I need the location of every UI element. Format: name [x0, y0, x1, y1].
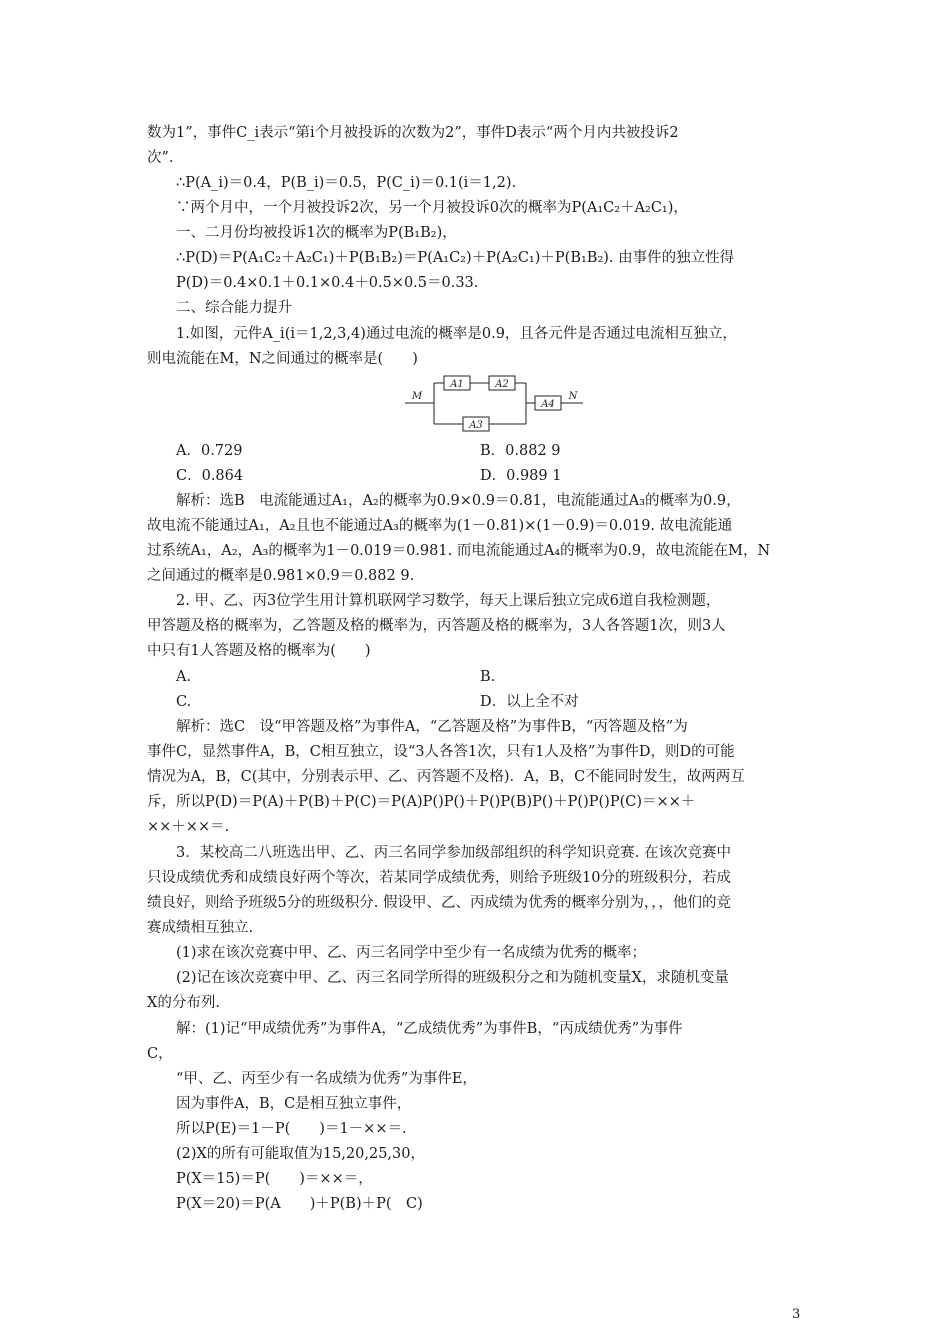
text-line: ∴P(D)＝P(A₁C₂＋A₂C₁)＋P(B₁B₂)＝P(A₁C₂)＋P(A₂C₁)＋P(B₁B₂). 由事件的独立性得: [176, 250, 735, 266]
question-1-text: 1.如图，元件A_i(i＝1,2,3,4)通过电流的概率是0.9，且各元件是否通过电流相互独立，: [176, 326, 737, 342]
question-3-text: 3．某校高二八班选出甲、乙、丙三名同学参加级部组织的科学知识竞赛. 在该次竞赛中: [176, 845, 731, 861]
solution-line: ××＋××＝.: [147, 819, 230, 835]
option-a: A．0.729: [176, 443, 243, 459]
option-c: C.: [176, 694, 192, 710]
circuit-label-m: M: [411, 391, 423, 402]
question-3-part-2: (2)记在该次竞赛中甲、乙、丙三名同学所得的班级积分之和为随机变量X，求随机变量: [176, 970, 729, 986]
option-d: D．以上全不对: [480, 694, 579, 710]
answer-line: (2)X的所有可能取值为15,20,25,30，: [176, 1146, 425, 1162]
answer-line: 因为事件A，B，C是相互独立事件，: [176, 1096, 412, 1112]
question-3-part-1: (1)求在该次竞赛中甲、乙、丙三名同学中至少有一名成绩为优秀的概率；: [176, 945, 647, 961]
question-3-text: 绩良好，则给予班级5分的班级积分. 假设甲、乙、丙成绩为优秀的概率分别为，，，他们的竞: [147, 895, 731, 911]
page-number: 3: [792, 1307, 801, 1322]
text-line: 数为1”，事件C_i表示“第i个月被投诉的次数为2”，事件D表示“两个月内共被投诉2: [147, 125, 679, 141]
element-a2: A2: [495, 379, 509, 390]
question-1-text: 则电流能在M，N之间通过的概率是( ): [147, 351, 418, 367]
solution-line: 过系统A₁，A₂，A₃的概率为1－0.019＝0.981. 而电流能通过A₄的概率为0.9，故电流能在M，N: [147, 543, 771, 559]
text-line: ∵两个月中，一个月被投诉2次，另一个月被投诉0次的概率为P(A₁C₂＋A₂C₁)，: [176, 200, 688, 216]
question-2-text: 2. 甲、乙、丙3位学生用计算机联网学习数学，每天上课后独立完成6道自我检测题，: [176, 593, 721, 609]
answer-line: C，: [147, 1046, 173, 1062]
solution-line: 之间通过的概率是0.981×0.9＝0.882 9.: [147, 568, 415, 584]
question-3-text: 只设成绩优秀和成绩良好两个等次，若某同学成绩优秀，则给予班级10分的班级积分，若成: [147, 870, 731, 886]
answer-line: P(X＝20)＝P(A )＋P(B)＋P( C): [176, 1196, 423, 1212]
question-3-part-2: X的分布列.: [147, 995, 220, 1011]
element-a4: A4: [541, 399, 555, 410]
solution-line: 解析：选C 设“甲答题及格”为事件A，“乙答题及格”为事件B，“丙答题及格”为: [176, 719, 688, 735]
answer-line: 所以P(E)＝1－P( )＝1－××＝.: [176, 1121, 407, 1137]
answer-line: “甲、乙、丙至少有一名成绩为优秀”为事件E，: [176, 1071, 477, 1087]
solution-line: 情况为A，B，C(其中，分别表示甲、乙、丙答题不及格)．A，B，C不能同时发生，故两两互: [147, 769, 745, 785]
element-a1: A1: [450, 379, 464, 390]
element-a3: A3: [469, 420, 483, 431]
circuit-label-n: N: [568, 391, 578, 402]
solution-line: 解析：选B 电流能通过A₁，A₂的概率为0.9×0.9＝0.81，电流能通过A₃的概率为0.9，: [176, 493, 741, 509]
solution-line: 事件C，显然事件A，B，C相互独立，设“3人各答1次，只有1人及格”为事件D，则D的可能: [147, 744, 735, 760]
question-3-text: 赛成绩相互独立.: [147, 920, 254, 936]
answer-line: 解：(1)记“甲成绩优秀”为事件A，“乙成绩优秀”为事件B，“丙成绩优秀”为事件: [176, 1021, 683, 1037]
circuit-diagram: [405, 374, 585, 434]
option-a: A.: [176, 669, 192, 685]
option-b: B．0.882 9: [480, 443, 561, 459]
option-d: D．0.989 1: [480, 468, 562, 484]
question-2-text: 甲答题及格的概率为，乙答题及格的概率为，丙答题及格的概率为，3人各答题1次，则3人: [147, 618, 726, 634]
text-line: 次”.: [147, 150, 174, 166]
option-c: C．0.864: [176, 468, 244, 484]
question-2-text: 中只有1人答题及格的概率为( ): [147, 643, 371, 659]
answer-line: P(X＝15)＝P( )＝××＝，: [176, 1171, 373, 1187]
solution-line: 故电流不能通过A₁，A₂且也不能通过A₃的概率为(1－0.81)×(1－0.9)＝0.019. 故电流能通: [147, 518, 733, 534]
text-line: ∴P(A_i)＝0.4，P(B_i)＝0.5，P(C_i)＝0.1(i＝1,2).: [176, 175, 517, 191]
option-b: B.: [480, 669, 496, 685]
solution-line: 斥，所以P(D)＝P(A)＋P(B)＋P(C)＝P(A)P()P()＋P()P(B)P()＋P()P()P(C)＝××＋: [147, 794, 696, 810]
text-line: P(D)＝0.4×0.1＋0.1×0.4＋0.5×0.5＝0.33.: [176, 275, 479, 291]
section-heading: 二、综合能力提升: [176, 300, 292, 316]
text-line: 一、二月份均被投诉1次的概率为P(B₁B₂)，: [176, 225, 457, 241]
